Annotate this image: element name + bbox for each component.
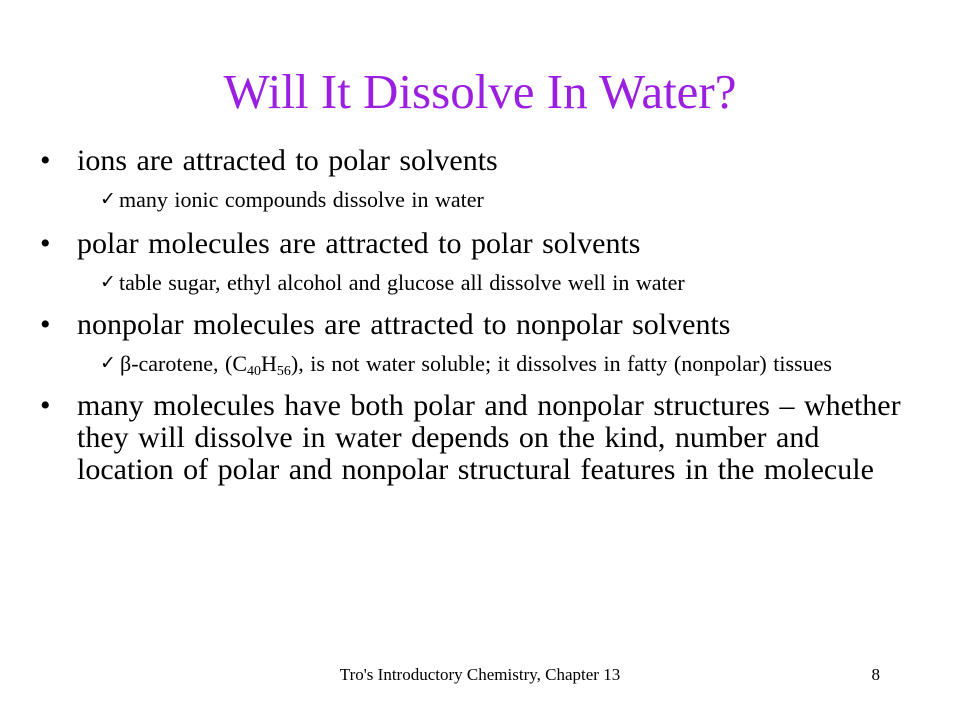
beta-carotene-suffix: ), is not water soluble; it dissolves in fatty (nonpolar) tissues (290, 351, 832, 376)
carbon-subscript: 40 (247, 364, 262, 379)
footer-source: Tro's Introductory Chemistry, Chapter 13 (339, 665, 621, 684)
sub-bullet-item (40, 187, 920, 212)
bullet-item (40, 309, 920, 341)
slide-title: Will It Dissolve In Water? (223, 64, 737, 119)
sub-bullet-text: many ionic compounds dissolve in water (119, 187, 484, 212)
bullet-text: ions are attracted to polar solvents (77, 144, 498, 177)
hydrogen-symbol: H (261, 351, 277, 376)
sub-bullet-item (40, 270, 920, 295)
bullet-item (40, 145, 920, 177)
bullet-item (40, 390, 920, 486)
checkmark-icon: ✓ (100, 188, 116, 210)
slide-body (40, 145, 920, 486)
bullet-text: polar molecules are attracted to polar solvents (77, 227, 641, 260)
page-number: 8 (871, 665, 880, 684)
bullet-item (40, 228, 920, 260)
bullet-icon: • (40, 389, 51, 422)
bullet-icon: • (40, 144, 51, 177)
checkmark-icon: ✓ (100, 352, 116, 374)
bullet-text: nonpolar molecules are attracted to nonpolar solvents (77, 308, 731, 341)
beta-carotene-prefix: β-carotene, (C (120, 351, 248, 376)
bullet-text: many molecules have both polar and nonpolar structures – whether they will dissolve in water depends on the kind, number and location of polar and nonpolar structural features in the molecule (77, 389, 901, 486)
bullet-icon: • (40, 227, 51, 260)
bullet-icon: • (40, 308, 51, 341)
checkmark-icon: ✓ (100, 271, 116, 293)
hydrogen-subscript: 56 (276, 364, 291, 379)
sub-bullet-text: table sugar, ethyl alcohol and glucose all dissolve well in water (119, 270, 685, 295)
sub-bullet-item (40, 351, 920, 379)
sub-bullet-text (120, 351, 832, 379)
